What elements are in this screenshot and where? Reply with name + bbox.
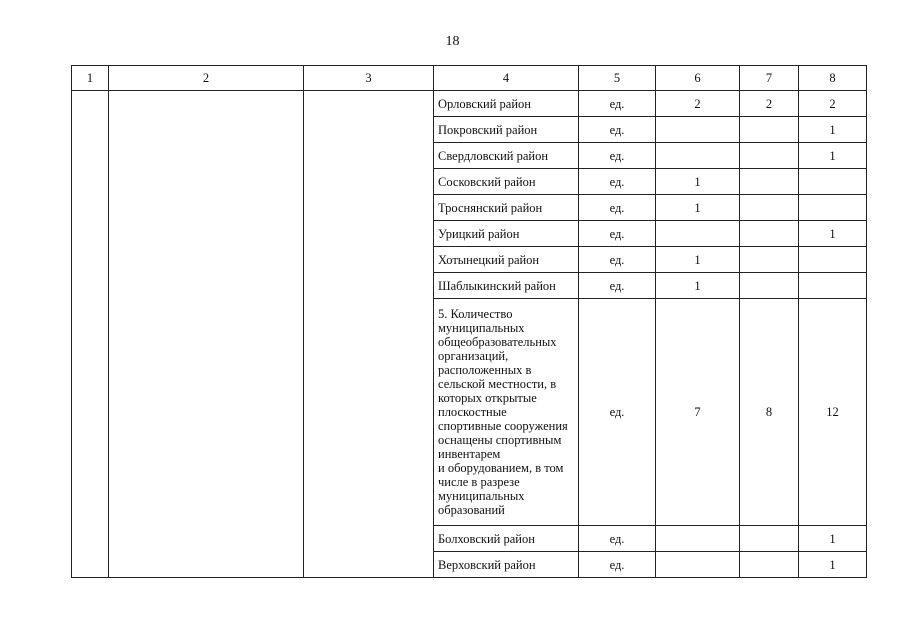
unit-cell: ед.	[579, 143, 656, 169]
region-name-cell: Покровский район	[434, 117, 579, 143]
value-cell-col8	[799, 169, 867, 195]
indicator-name-line: муниципальных	[438, 321, 525, 335]
unit-cell: ед.	[579, 169, 656, 195]
indicator-name-line: общеобразовательных	[438, 335, 557, 349]
indicators-table	[71, 65, 867, 578]
value-cell-col7	[740, 526, 799, 552]
region-name-cell: Урицкий район	[434, 221, 579, 247]
indicator-name-cell	[434, 299, 579, 526]
column-header: 2	[109, 66, 304, 91]
indicator-name-line: и оборудованием, в том	[438, 461, 564, 475]
value-cell-col8	[799, 195, 867, 221]
region-name-cell: Троснянский район	[434, 195, 579, 221]
region-name-cell: Сосковский район	[434, 169, 579, 195]
value-cell-col6: 7	[656, 299, 740, 526]
indicator-name-line: образований	[438, 503, 505, 517]
value-cell-col8: 1	[799, 143, 867, 169]
value-cell-col7	[740, 552, 799, 578]
indicator-name-line: инвентарем	[438, 447, 501, 461]
value-cell-col6	[656, 143, 740, 169]
region-name-cell: Орловский район	[434, 91, 579, 117]
indicator-name-line: расположенных в	[438, 363, 532, 377]
unit-cell: ед.	[579, 299, 656, 526]
value-cell-col6: 1	[656, 169, 740, 195]
indicator-name-line: муниципальных	[438, 489, 525, 503]
table-row	[72, 91, 867, 117]
unit-cell: ед.	[579, 221, 656, 247]
value-cell-col6: 1	[656, 247, 740, 273]
indicator-name-line: сельской местности, в	[438, 377, 557, 391]
unit-cell: ед.	[579, 195, 656, 221]
value-cell-col8: 1	[799, 117, 867, 143]
empty-merged-cell	[109, 91, 304, 578]
column-header: 3	[304, 66, 434, 91]
column-header: 7	[740, 66, 799, 91]
indicator-name-line: спортивные сооружения	[438, 419, 568, 433]
region-name-cell: Шаблыкинский район	[434, 273, 579, 299]
unit-cell: ед.	[579, 273, 656, 299]
indicator-name-line: плоскостные	[438, 405, 507, 419]
value-cell-col7	[740, 273, 799, 299]
unit-cell: ед.	[579, 247, 656, 273]
indicator-name-line: оснащены спортивным	[438, 433, 562, 447]
unit-cell: ед.	[579, 552, 656, 578]
empty-merged-cell	[304, 91, 434, 578]
value-cell-col8: 2	[799, 91, 867, 117]
unit-cell: ед.	[579, 526, 656, 552]
value-cell-col7	[740, 117, 799, 143]
value-cell-col8: 1	[799, 552, 867, 578]
value-cell-col8	[799, 247, 867, 273]
indicator-name-line: которых открытые	[438, 391, 537, 405]
value-cell-col6: 1	[656, 273, 740, 299]
value-cell-col8	[799, 273, 867, 299]
region-name-cell: Болховский район	[434, 526, 579, 552]
value-cell-col7: 2	[740, 91, 799, 117]
value-cell-col7	[740, 247, 799, 273]
value-cell-col8: 1	[799, 526, 867, 552]
value-cell-col6	[656, 221, 740, 247]
value-cell-col7	[740, 195, 799, 221]
value-cell-col6	[656, 552, 740, 578]
value-cell-col6	[656, 117, 740, 143]
value-cell-col7	[740, 143, 799, 169]
column-header: 4	[434, 66, 579, 91]
value-cell-col7	[740, 221, 799, 247]
indicator-name-line: 5. Количество	[438, 307, 513, 321]
region-name-cell: Свердловский район	[434, 143, 579, 169]
region-name-cell: Верховский район	[434, 552, 579, 578]
column-header: 1	[72, 66, 109, 91]
value-cell-col7	[740, 169, 799, 195]
page-number: 18	[445, 34, 460, 49]
indicator-name-line: организаций,	[438, 349, 509, 363]
value-cell-col6: 1	[656, 195, 740, 221]
unit-cell: ед.	[579, 117, 656, 143]
value-cell-col8: 1	[799, 221, 867, 247]
region-name-cell: Хотынецкий район	[434, 247, 579, 273]
column-number-row	[72, 66, 867, 91]
value-cell-col6: 2	[656, 91, 740, 117]
indicator-name-line: числе в разрезе	[438, 475, 520, 489]
empty-merged-cell	[72, 91, 109, 578]
column-header: 6	[656, 66, 740, 91]
column-header: 5	[579, 66, 656, 91]
value-cell-col7: 8	[740, 299, 799, 526]
unit-cell: ед.	[579, 91, 656, 117]
value-cell-col8: 12	[799, 299, 867, 526]
value-cell-col6	[656, 526, 740, 552]
column-header: 8	[799, 66, 867, 91]
